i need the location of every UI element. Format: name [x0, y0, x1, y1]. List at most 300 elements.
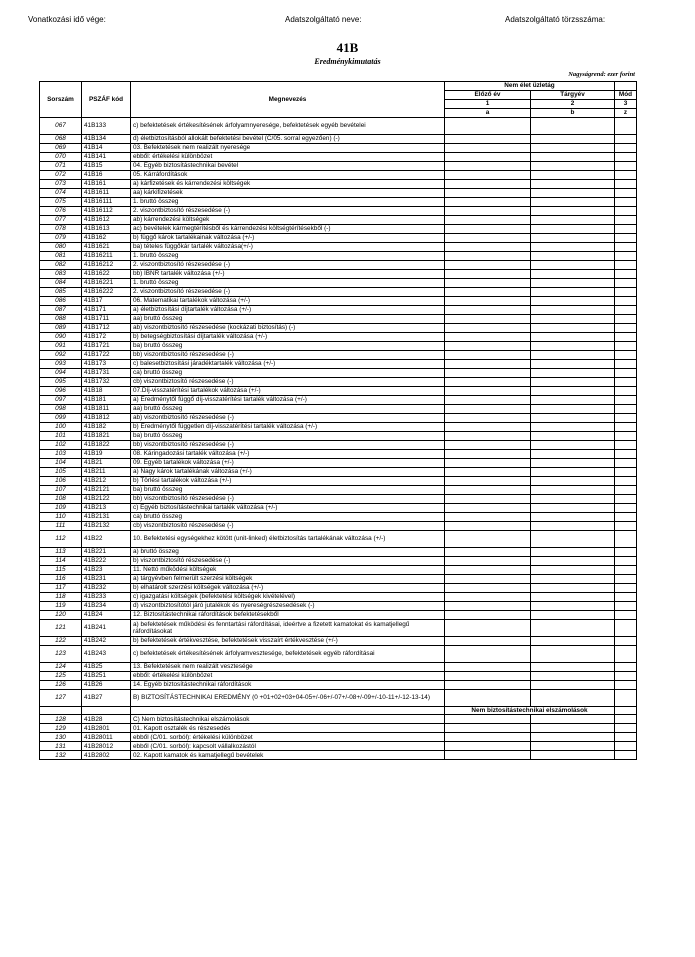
row-number: 094: [40, 369, 82, 378]
value-mode[interactable]: [615, 504, 637, 513]
table-row: [40, 405, 637, 414]
row-code: 41B1811: [82, 405, 131, 414]
value-current-year[interactable]: [531, 351, 615, 360]
value-prev-year[interactable]: [445, 297, 531, 306]
row-description: bb) viszontbiztosító részesedése (-): [131, 351, 445, 360]
row-code: 41B1722: [82, 351, 131, 360]
value-prev-year[interactable]: [445, 225, 531, 234]
row-number: 115: [40, 566, 82, 575]
row-description: ebből (C/01. sorból): kapcsolt vállalkozástól: [131, 742, 445, 751]
value-current-year[interactable]: [531, 225, 615, 234]
value-mode[interactable]: [615, 611, 637, 620]
value-prev-year[interactable]: [445, 441, 531, 450]
value-prev-year[interactable]: [445, 477, 531, 486]
value-prev-year[interactable]: [445, 315, 531, 324]
value-current-year[interactable]: [531, 324, 615, 333]
row-number: 107: [40, 486, 82, 495]
value-mode[interactable]: [615, 297, 637, 306]
value-current-year[interactable]: [531, 288, 615, 297]
value-prev-year[interactable]: [445, 450, 531, 459]
value-prev-year[interactable]: [445, 270, 531, 279]
row-number: 108: [40, 495, 82, 504]
value-prev-year[interactable]: [445, 279, 531, 288]
value-mode[interactable]: [615, 378, 637, 387]
value-mode[interactable]: [615, 637, 637, 646]
value-current-year[interactable]: [531, 681, 615, 690]
value-current-year[interactable]: [531, 369, 615, 378]
row-code: 41B212: [82, 477, 131, 486]
value-current-year[interactable]: [531, 378, 615, 387]
value-mode[interactable]: [615, 162, 637, 171]
row-code: 41B16212: [82, 261, 131, 270]
value-current-year[interactable]: [531, 620, 615, 637]
value-prev-year[interactable]: [445, 504, 531, 513]
value-prev-year[interactable]: [445, 135, 531, 144]
value-current-year[interactable]: [531, 207, 615, 216]
table-row: [40, 486, 637, 495]
value-current-year[interactable]: [531, 261, 615, 270]
row-description: d) viszontbiztosítótól járó jutalékok és nyereségrészesedések (-): [131, 602, 445, 611]
value-current-year[interactable]: [531, 135, 615, 144]
row-description: 02. Kapott kamatok és kamatjellegű bevételek: [131, 751, 445, 760]
row-number: 083: [40, 270, 82, 279]
value-prev-year[interactable]: [445, 144, 531, 153]
table-row: [40, 495, 637, 504]
value-current-year[interactable]: [531, 566, 615, 575]
row-code: 41B2122: [82, 495, 131, 504]
value-current-year[interactable]: [531, 690, 615, 707]
value-current-year[interactable]: [531, 733, 615, 742]
table-row: [40, 531, 637, 548]
row-number: 130: [40, 733, 82, 742]
value-mode[interactable]: [615, 513, 637, 522]
row-code: 41B2802: [82, 751, 131, 760]
row-number: 113: [40, 548, 82, 557]
row-number: 117: [40, 584, 82, 593]
value-current-year[interactable]: [531, 252, 615, 261]
row-description: 11. Nettó működési költségek: [131, 566, 445, 575]
value-prev-year[interactable]: [445, 234, 531, 243]
row-number: 067: [40, 118, 82, 135]
value-prev-year[interactable]: [445, 207, 531, 216]
value-current-year[interactable]: [531, 646, 615, 663]
value-mode[interactable]: [615, 441, 637, 450]
value-current-year[interactable]: [531, 270, 615, 279]
table-row: [40, 243, 637, 252]
table-row: [40, 234, 637, 243]
row-number: 111: [40, 522, 82, 531]
value-mode[interactable]: [615, 288, 637, 297]
row-description: a) Eredménytől függő díj-visszatérítési tartalék változása (+/-): [131, 396, 445, 405]
value-prev-year[interactable]: [445, 742, 531, 751]
value-prev-year[interactable]: [445, 620, 531, 637]
value-prev-year[interactable]: [445, 216, 531, 225]
value-current-year[interactable]: [531, 450, 615, 459]
value-current-year[interactable]: [531, 611, 615, 620]
value-current-year[interactable]: [531, 672, 615, 681]
table-row: [40, 360, 637, 369]
value-mode[interactable]: [615, 522, 637, 531]
value-current-year[interactable]: [531, 602, 615, 611]
value-prev-year[interactable]: [445, 522, 531, 531]
row-code: 41B28012: [82, 742, 131, 751]
value-mode[interactable]: [615, 646, 637, 663]
value-mode[interactable]: [615, 360, 637, 369]
value-current-year[interactable]: [531, 162, 615, 171]
value-prev-year[interactable]: [445, 468, 531, 477]
value-mode[interactable]: [615, 584, 637, 593]
table-row: [40, 584, 637, 593]
value-mode[interactable]: [615, 715, 637, 724]
value-prev-year[interactable]: [445, 486, 531, 495]
table-row: [40, 189, 637, 198]
value-mode[interactable]: [615, 495, 637, 504]
row-code: 41B16211: [82, 252, 131, 261]
row-code: 41B134: [82, 135, 131, 144]
value-mode[interactable]: [615, 216, 637, 225]
value-prev-year[interactable]: [445, 611, 531, 620]
row-number: 131: [40, 742, 82, 751]
value-current-year[interactable]: [531, 513, 615, 522]
value-mode[interactable]: [615, 486, 637, 495]
value-prev-year[interactable]: [445, 495, 531, 504]
value-current-year[interactable]: [531, 557, 615, 566]
value-mode[interactable]: [615, 225, 637, 234]
value-prev-year[interactable]: [445, 593, 531, 602]
table-row: [40, 225, 637, 234]
value-mode[interactable]: [615, 405, 637, 414]
row-code: 41B2132: [82, 522, 131, 531]
table-row: [40, 432, 637, 441]
row-code: 41B25: [82, 663, 131, 672]
table-row: [40, 504, 637, 513]
value-current-year[interactable]: [531, 441, 615, 450]
value-prev-year[interactable]: [445, 189, 531, 198]
row-number: 125: [40, 672, 82, 681]
value-prev-year[interactable]: [445, 637, 531, 646]
row-code: 41B16222: [82, 288, 131, 297]
table-row: [40, 396, 637, 405]
value-current-year[interactable]: [531, 198, 615, 207]
value-mode[interactable]: [615, 189, 637, 198]
value-current-year[interactable]: [531, 522, 615, 531]
value-current-year[interactable]: [531, 459, 615, 468]
row-number: 093: [40, 360, 82, 369]
value-current-year[interactable]: [531, 531, 615, 548]
value-current-year[interactable]: [531, 751, 615, 760]
row-number: 084: [40, 279, 82, 288]
value-current-year[interactable]: [531, 315, 615, 324]
table-row: [40, 566, 637, 575]
value-current-year[interactable]: [531, 297, 615, 306]
value-prev-year[interactable]: [445, 243, 531, 252]
table-row: [40, 198, 637, 207]
value-current-year[interactable]: [531, 189, 615, 198]
value-current-year[interactable]: [531, 396, 615, 405]
row-number: 118: [40, 593, 82, 602]
col-megnevezes: Megnevezés: [131, 82, 445, 118]
value-prev-year[interactable]: [445, 602, 531, 611]
value-mode[interactable]: [615, 342, 637, 351]
value-prev-year[interactable]: [445, 646, 531, 663]
row-number: 120: [40, 611, 82, 620]
value-mode[interactable]: [615, 414, 637, 423]
value-mode[interactable]: [615, 324, 637, 333]
value-prev-year[interactable]: [445, 162, 531, 171]
value-prev-year[interactable]: [445, 531, 531, 548]
value-current-year[interactable]: [531, 405, 615, 414]
value-prev-year[interactable]: [445, 423, 531, 432]
value-prev-year[interactable]: [445, 566, 531, 575]
value-mode[interactable]: [615, 477, 637, 486]
value-mode[interactable]: [615, 135, 637, 144]
value-current-year[interactable]: [531, 584, 615, 593]
value-mode[interactable]: [615, 387, 637, 396]
value-current-year[interactable]: [531, 637, 615, 646]
value-prev-year[interactable]: [445, 288, 531, 297]
value-mode[interactable]: [615, 468, 637, 477]
value-mode[interactable]: [615, 602, 637, 611]
value-prev-year[interactable]: [445, 369, 531, 378]
value-mode[interactable]: [615, 207, 637, 216]
value-prev-year[interactable]: [445, 681, 531, 690]
value-current-year[interactable]: [531, 593, 615, 602]
value-mode[interactable]: [615, 566, 637, 575]
value-mode[interactable]: [615, 751, 637, 760]
value-current-year[interactable]: [531, 153, 615, 162]
value-mode[interactable]: [615, 557, 637, 566]
value-mode[interactable]: [615, 681, 637, 690]
value-current-year[interactable]: [531, 171, 615, 180]
value-prev-year[interactable]: [445, 548, 531, 557]
value-mode[interactable]: [615, 153, 637, 162]
row-number: 095: [40, 378, 82, 387]
row-description: b) Törlési tartalékok változása (+/-): [131, 477, 445, 486]
value-mode[interactable]: [615, 575, 637, 584]
value-prev-year[interactable]: [445, 405, 531, 414]
value-mode[interactable]: [615, 270, 637, 279]
value-prev-year[interactable]: [445, 724, 531, 733]
row-description: bb) viszontbiztosító részesedése (-): [131, 441, 445, 450]
value-current-year[interactable]: [531, 118, 615, 135]
value-mode[interactable]: [615, 243, 637, 252]
value-current-year[interactable]: [531, 414, 615, 423]
value-mode[interactable]: [615, 315, 637, 324]
value-current-year[interactable]: [531, 180, 615, 189]
value-mode[interactable]: [615, 261, 637, 270]
value-current-year[interactable]: [531, 234, 615, 243]
table-row: [40, 663, 637, 672]
provider-label: Adatszolgáltató neve:: [285, 15, 362, 24]
value-mode[interactable]: [615, 593, 637, 602]
value-mode[interactable]: [615, 724, 637, 733]
value-prev-year[interactable]: [445, 715, 531, 724]
value-mode[interactable]: [615, 690, 637, 707]
row-description: 07.Díj-visszatérítési tartalékok változása (+/-): [131, 387, 445, 396]
row-code: 41B241: [82, 620, 131, 637]
value-prev-year[interactable]: [445, 360, 531, 369]
row-description: 2. viszontbiztosító részesedése (-): [131, 207, 445, 216]
value-prev-year[interactable]: [445, 751, 531, 760]
subheader-row: [40, 707, 637, 715]
value-mode[interactable]: [615, 180, 637, 189]
value-mode[interactable]: [615, 351, 637, 360]
value-mode[interactable]: [615, 118, 637, 135]
value-mode[interactable]: [615, 306, 637, 315]
row-description: ebből (C/01. sorból): értékelési különbözet: [131, 733, 445, 742]
value-prev-year[interactable]: [445, 261, 531, 270]
row-number: 123: [40, 646, 82, 663]
subheader-label: Nem biztosítástechnikai elszámolások: [445, 707, 615, 715]
row-code: 41B133: [82, 118, 131, 135]
table-row: [40, 279, 637, 288]
col-num-2: 2: [531, 100, 615, 109]
value-prev-year[interactable]: [445, 153, 531, 162]
value-mode[interactable]: [615, 252, 637, 261]
value-prev-year[interactable]: [445, 333, 531, 342]
row-number: 100: [40, 423, 82, 432]
value-current-year[interactable]: [531, 432, 615, 441]
row-number: 078: [40, 225, 82, 234]
value-mode[interactable]: [615, 450, 637, 459]
value-current-year[interactable]: [531, 342, 615, 351]
table-row: [40, 135, 637, 144]
col-letter-a: a: [445, 109, 531, 118]
row-number: 098: [40, 405, 82, 414]
table-row: [40, 646, 637, 663]
value-current-year[interactable]: [531, 715, 615, 724]
value-mode[interactable]: [615, 423, 637, 432]
value-current-year[interactable]: [531, 548, 615, 557]
value-mode[interactable]: [615, 733, 637, 742]
row-number: 099: [40, 414, 82, 423]
value-prev-year[interactable]: [445, 584, 531, 593]
value-current-year[interactable]: [531, 495, 615, 504]
value-current-year[interactable]: [531, 423, 615, 432]
value-prev-year[interactable]: [445, 690, 531, 707]
row-description: b) viszontbiztosító részesedése (-): [131, 557, 445, 566]
value-mode[interactable]: [615, 620, 637, 637]
value-mode[interactable]: [615, 663, 637, 672]
value-prev-year[interactable]: [445, 198, 531, 207]
value-prev-year[interactable]: [445, 306, 531, 315]
table-row: [40, 522, 637, 531]
value-current-year[interactable]: [531, 477, 615, 486]
value-current-year[interactable]: [531, 306, 615, 315]
value-prev-year[interactable]: [445, 459, 531, 468]
value-current-year[interactable]: [531, 333, 615, 342]
value-prev-year[interactable]: [445, 432, 531, 441]
table-row: [40, 751, 637, 760]
table-row: [40, 423, 637, 432]
value-current-year[interactable]: [531, 144, 615, 153]
table-row: [40, 333, 637, 342]
value-mode[interactable]: [615, 531, 637, 548]
table-row: [40, 513, 637, 522]
row-code: 41B24: [82, 611, 131, 620]
value-current-year[interactable]: [531, 742, 615, 751]
value-mode[interactable]: [615, 144, 637, 153]
row-code: 41B1622: [82, 270, 131, 279]
value-prev-year[interactable]: [445, 557, 531, 566]
row-code: 41B182: [82, 423, 131, 432]
row-number: 121: [40, 620, 82, 637]
value-mode[interactable]: [615, 234, 637, 243]
value-prev-year[interactable]: [445, 324, 531, 333]
value-mode[interactable]: [615, 198, 637, 207]
value-prev-year[interactable]: [445, 672, 531, 681]
value-current-year[interactable]: [531, 243, 615, 252]
value-current-year[interactable]: [531, 575, 615, 584]
value-current-year[interactable]: [531, 663, 615, 672]
value-prev-year[interactable]: [445, 663, 531, 672]
value-current-year[interactable]: [531, 279, 615, 288]
value-current-year[interactable]: [531, 504, 615, 513]
row-number: 124: [40, 663, 82, 672]
value-current-year[interactable]: [531, 468, 615, 477]
value-mode[interactable]: [615, 333, 637, 342]
value-prev-year[interactable]: [445, 252, 531, 261]
value-prev-year[interactable]: [445, 396, 531, 405]
table-row: [40, 690, 637, 707]
reg-number-label: Adatszolgáltató törzsszáma:: [505, 15, 606, 24]
value-current-year[interactable]: [531, 724, 615, 733]
value-prev-year[interactable]: [445, 118, 531, 135]
value-prev-year[interactable]: [445, 180, 531, 189]
row-code: 41B26: [82, 681, 131, 690]
value-prev-year[interactable]: [445, 171, 531, 180]
value-current-year[interactable]: [531, 387, 615, 396]
value-mode[interactable]: [615, 369, 637, 378]
row-description: b) függő károk tartalékainak változása (+/-): [131, 234, 445, 243]
row-number: 114: [40, 557, 82, 566]
row-description: a) kárfizetések és kárrendezési költségek: [131, 180, 445, 189]
table-row: [40, 459, 637, 468]
value-mode[interactable]: [615, 396, 637, 405]
value-mode[interactable]: [615, 432, 637, 441]
row-code: 41B161: [82, 180, 131, 189]
row-code: 41B243: [82, 646, 131, 663]
value-current-year[interactable]: [531, 216, 615, 225]
row-description: ba) bruttó összeg: [131, 342, 445, 351]
row-description: B) BIZTOSÍTÁSTECHNIKAI EREDMÉNY (0 +01+02+03+04-05+/-06+/-07+/-08+/-09+/-10-11+/-12-13-14): [131, 690, 445, 707]
table-row: [40, 369, 637, 378]
row-description: 12. Biztosítástechnikai ráfordítások befektetésekből: [131, 611, 445, 620]
value-prev-year[interactable]: [445, 351, 531, 360]
col-num-3: 3: [615, 100, 637, 109]
value-mode[interactable]: [615, 279, 637, 288]
value-mode[interactable]: [615, 548, 637, 557]
value-prev-year[interactable]: [445, 387, 531, 396]
value-mode[interactable]: [615, 171, 637, 180]
value-prev-year[interactable]: [445, 513, 531, 522]
value-current-year[interactable]: [531, 486, 615, 495]
value-mode[interactable]: [615, 742, 637, 751]
table-row: [40, 315, 637, 324]
value-prev-year[interactable]: [445, 342, 531, 351]
value-prev-year[interactable]: [445, 378, 531, 387]
value-mode[interactable]: [615, 672, 637, 681]
value-prev-year[interactable]: [445, 733, 531, 742]
row-code: 41B211: [82, 468, 131, 477]
value-prev-year[interactable]: [445, 414, 531, 423]
value-current-year[interactable]: [531, 360, 615, 369]
row-description: c) igazgatási költségek (befektetési költségek kivételével): [131, 593, 445, 602]
value-mode[interactable]: [615, 459, 637, 468]
row-code: 41B1721: [82, 342, 131, 351]
value-prev-year[interactable]: [445, 575, 531, 584]
row-code: 41B14: [82, 144, 131, 153]
